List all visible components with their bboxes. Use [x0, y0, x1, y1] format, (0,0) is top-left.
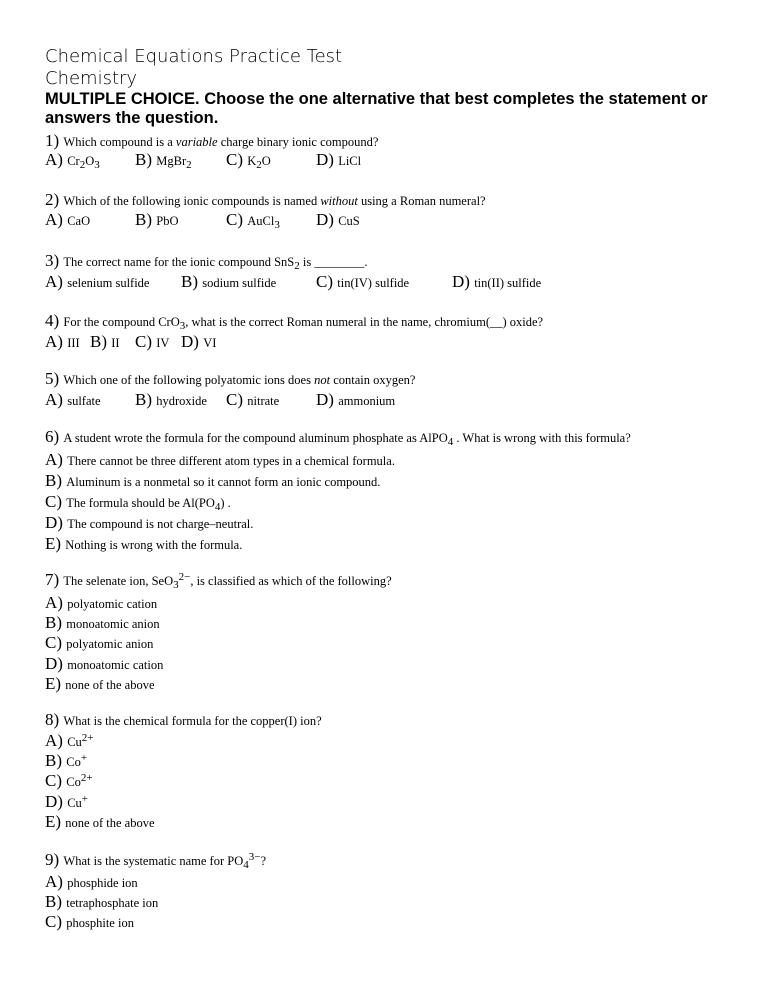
text-run: nitrate — [247, 394, 280, 408]
option-text — [67, 732, 94, 749]
superscript: 3− — [248, 851, 261, 863]
option-label: B) — [135, 390, 157, 409]
question-number: 6) — [45, 427, 64, 446]
superscript: + — [80, 752, 88, 764]
superscript: + — [81, 793, 89, 805]
option-text — [67, 517, 253, 531]
text-run: What is the chemical formula for the copper(I) ion? — [63, 714, 322, 728]
text-run: sodium sulfide — [202, 276, 277, 290]
text-run: phosphide ion — [67, 876, 138, 890]
text-run: What is the systematic name for PO — [63, 854, 244, 868]
option-text — [111, 336, 119, 350]
option-label: C) — [45, 771, 67, 790]
answer-option — [45, 792, 88, 813]
answer-option — [316, 390, 395, 411]
option-text — [67, 154, 100, 171]
question-text — [63, 714, 321, 728]
text-run: IV — [156, 336, 170, 350]
answer-option — [181, 272, 276, 293]
option-label: D) — [316, 210, 339, 229]
option-label: B) — [45, 613, 67, 632]
option-label: A) — [45, 872, 68, 891]
question-9 — [45, 850, 266, 871]
option-label: B) — [90, 332, 112, 351]
option-text — [67, 876, 137, 890]
text-run: is ________. — [299, 255, 368, 269]
subscript: 3 — [274, 219, 280, 231]
text-run: The compound is not charge–neutral. — [67, 517, 254, 531]
text-run: CuS — [338, 214, 360, 228]
answer-option — [45, 912, 134, 933]
answer-option — [45, 513, 253, 534]
text-run: tin(IV) sulfide — [337, 276, 410, 290]
text-run: PbO — [156, 214, 179, 228]
option-label: E) — [45, 534, 66, 553]
option-label: B) — [45, 751, 67, 770]
option-label: A) — [45, 731, 68, 750]
subscript: 3 — [179, 320, 186, 332]
emphasis-text: without — [320, 194, 358, 208]
option-text — [474, 276, 541, 290]
subscript: 2 — [256, 159, 262, 171]
text-run: polyatomic anion — [66, 637, 154, 651]
answer-option — [45, 210, 90, 231]
question-8 — [45, 710, 322, 731]
answer-option — [135, 210, 178, 231]
option-label: C) — [316, 272, 338, 291]
option-label: B) — [45, 471, 67, 490]
text-run: There cannot be three different atom types in a chemical formula. — [67, 454, 395, 468]
option-text — [202, 276, 276, 290]
option-text — [67, 454, 395, 468]
answer-option — [90, 332, 120, 353]
option-label: D) — [316, 150, 339, 169]
text-run: O — [261, 154, 271, 168]
answer-option — [45, 654, 163, 675]
answer-option — [135, 150, 192, 171]
question-number: 3) — [45, 251, 64, 270]
question-number: 7) — [45, 570, 64, 589]
option-label: D) — [45, 513, 68, 532]
question-text — [63, 315, 544, 332]
option-text — [156, 154, 192, 171]
option-text — [67, 336, 80, 350]
text-run: ? — [260, 854, 267, 868]
option-text — [67, 658, 163, 672]
option-label: B) — [135, 150, 157, 169]
text-run: The correct name for the ionic compound SnS — [63, 255, 295, 269]
subscript: 4 — [214, 501, 221, 513]
answer-option — [316, 210, 360, 231]
answer-option — [45, 272, 149, 293]
text-run: The formula should be Al(PO — [66, 496, 215, 510]
text-run: Which of the following ionic compounds is named — [63, 194, 321, 208]
answer-option — [45, 771, 93, 792]
option-label: A) — [45, 450, 68, 469]
option-text — [65, 678, 154, 692]
text-run: Which one of the following polyatomic ions does — [63, 373, 315, 387]
option-label: C) — [45, 912, 67, 931]
text-run: using a Roman numeral? — [357, 194, 486, 208]
option-label: A) — [45, 210, 68, 229]
text-run: Co — [66, 775, 81, 789]
text-run: ) . — [220, 496, 231, 510]
question-7 — [45, 570, 392, 591]
answer-option — [135, 390, 207, 411]
text-run: tin(II) sulfide — [474, 276, 542, 290]
text-run: selenium sulfide — [67, 276, 150, 290]
text-run: Which compound is a — [63, 135, 176, 149]
answer-option — [45, 450, 395, 471]
question-text — [63, 255, 368, 272]
option-text — [247, 154, 271, 171]
subscript: 2 — [294, 260, 300, 272]
answer-option — [45, 751, 87, 772]
question-2 — [45, 190, 486, 211]
option-text — [67, 214, 90, 228]
answer-option — [226, 390, 279, 411]
text-run: , is classified as which of the following? — [190, 574, 392, 588]
superscript: 2+ — [80, 772, 93, 784]
text-run: MgBr — [156, 154, 187, 168]
option-text — [337, 276, 409, 290]
text-run: CaO — [67, 214, 91, 228]
option-text — [66, 916, 134, 930]
option-text — [66, 617, 159, 631]
subscript: 2 — [79, 159, 86, 171]
question-text — [63, 373, 415, 387]
text-run: VI — [203, 336, 217, 350]
answer-option — [45, 492, 231, 513]
superscript: 2+ — [81, 732, 94, 744]
text-run: For the compound CrO — [63, 315, 180, 329]
option-label: A) — [45, 593, 68, 612]
answer-option — [452, 272, 541, 293]
option-label: D) — [45, 792, 68, 811]
option-text — [66, 752, 88, 769]
question-number: 9) — [45, 850, 64, 869]
option-label: D) — [181, 332, 204, 351]
question-text — [63, 571, 392, 591]
option-text — [65, 816, 154, 830]
subscript: 2 — [186, 159, 192, 171]
text-run: LiCl — [338, 154, 362, 168]
text-run: O — [85, 154, 95, 168]
option-text — [203, 336, 216, 350]
answer-option — [45, 390, 101, 411]
option-label: A) — [45, 332, 68, 351]
text-run: none of the above — [65, 816, 155, 830]
option-label: D) — [45, 654, 68, 673]
option-label: E) — [45, 812, 66, 831]
answer-option — [226, 210, 280, 231]
option-text — [65, 538, 242, 552]
text-run: AuCl — [247, 214, 275, 228]
superscript: 2− — [178, 571, 191, 583]
option-text — [156, 394, 207, 408]
answer-option — [316, 150, 361, 171]
option-text — [338, 214, 360, 228]
option-text — [67, 394, 100, 408]
answer-option — [181, 332, 216, 353]
text-run: polyatomic cation — [67, 597, 158, 611]
answer-option — [45, 731, 94, 752]
option-text — [67, 597, 157, 611]
text-run: contain oxygen? — [330, 373, 416, 387]
option-label: C) — [226, 210, 248, 229]
page-title: Chemical Equations Practice Test — [45, 46, 343, 67]
text-run: phosphite ion — [66, 916, 134, 930]
text-run: none of the above — [65, 678, 155, 692]
text-run: III — [67, 336, 80, 350]
option-label: C) — [135, 332, 157, 351]
text-run: Cu — [67, 796, 82, 810]
option-text — [338, 154, 361, 168]
option-text — [67, 793, 89, 810]
text-run: II — [111, 336, 120, 350]
option-label: C) — [226, 150, 248, 169]
answer-option — [45, 872, 138, 893]
answer-option — [45, 332, 80, 353]
option-text — [66, 475, 380, 489]
answer-option — [45, 633, 153, 654]
option-label: D) — [452, 272, 475, 291]
subscript: 3 — [173, 579, 179, 591]
option-text — [66, 772, 93, 789]
option-label: A) — [45, 390, 68, 409]
text-run: hydroxide — [156, 394, 207, 408]
option-text — [156, 336, 169, 350]
option-label: D) — [316, 390, 339, 409]
text-run: monoatomic cation — [67, 658, 164, 672]
option-text — [67, 276, 149, 290]
text-run: The selenate ion, SeO — [63, 574, 174, 588]
option-text — [247, 214, 280, 231]
subject-title: Chemistry — [45, 68, 138, 89]
answer-option — [45, 593, 157, 614]
question-6 — [45, 427, 631, 448]
subscript: 4 — [447, 436, 454, 448]
option-text — [66, 896, 158, 910]
answer-option — [45, 674, 155, 695]
question-4 — [45, 311, 543, 332]
text-run: ammonium — [338, 394, 396, 408]
answer-option — [226, 150, 271, 171]
answer-option — [45, 534, 242, 555]
option-label: C) — [45, 492, 67, 511]
option-label: A) — [45, 272, 68, 291]
question-1 — [45, 131, 378, 152]
instructions: MULTIPLE CHOICE. Choose the one alternative that best completes the statement or answers the question. — [45, 90, 708, 127]
answer-option — [135, 332, 169, 353]
text-run: . What is wrong with this formula? — [453, 431, 631, 445]
text-run: A student wrote the formula for the compound aluminum phosphate as AlPO — [63, 431, 448, 445]
question-number: 8) — [45, 710, 64, 729]
question-5 — [45, 369, 415, 390]
answer-option — [45, 471, 380, 492]
option-label: C) — [226, 390, 248, 409]
option-text — [338, 394, 395, 408]
emphasis-text: not — [314, 373, 331, 387]
option-text — [156, 214, 178, 228]
question-text — [63, 431, 631, 448]
subscript: 4 — [243, 859, 249, 871]
option-label: E) — [45, 674, 66, 693]
text-run: monoatomic anion — [66, 617, 160, 631]
text-run: Cu — [67, 735, 82, 749]
option-label: B) — [45, 892, 67, 911]
question-number: 1) — [45, 131, 64, 150]
emphasis-text: variable — [175, 135, 218, 149]
question-text — [63, 135, 378, 149]
text-run: , what is the correct Roman numeral in the name, chromium(__) oxide? — [185, 315, 544, 329]
answer-option — [45, 613, 160, 634]
text-run: tetraphosphate ion — [66, 896, 159, 910]
option-label: A) — [45, 150, 68, 169]
option-label: B) — [135, 210, 157, 229]
text-run: K — [247, 154, 257, 168]
option-text — [247, 394, 279, 408]
option-label: B) — [181, 272, 203, 291]
answer-option — [45, 150, 100, 171]
text-run: Co — [66, 755, 81, 769]
text-run: sulfate — [67, 394, 101, 408]
question-text — [63, 851, 267, 871]
text-run: Cr — [67, 154, 80, 168]
question-number: 2) — [45, 190, 64, 209]
text-run: charge binary ionic compound? — [217, 135, 379, 149]
answer-option — [45, 812, 155, 833]
question-number: 4) — [45, 311, 64, 330]
answer-option — [316, 272, 409, 293]
option-text — [66, 637, 153, 651]
question-text — [63, 194, 485, 208]
subscript: 3 — [94, 159, 100, 171]
answer-option — [45, 892, 158, 913]
option-text — [66, 496, 231, 513]
text-run: Aluminum is a nonmetal so it cannot form an ionic compound. — [66, 475, 381, 489]
question-3 — [45, 251, 367, 272]
question-number: 5) — [45, 369, 64, 388]
option-label: C) — [45, 633, 67, 652]
text-run: Nothing is wrong with the formula. — [65, 538, 243, 552]
